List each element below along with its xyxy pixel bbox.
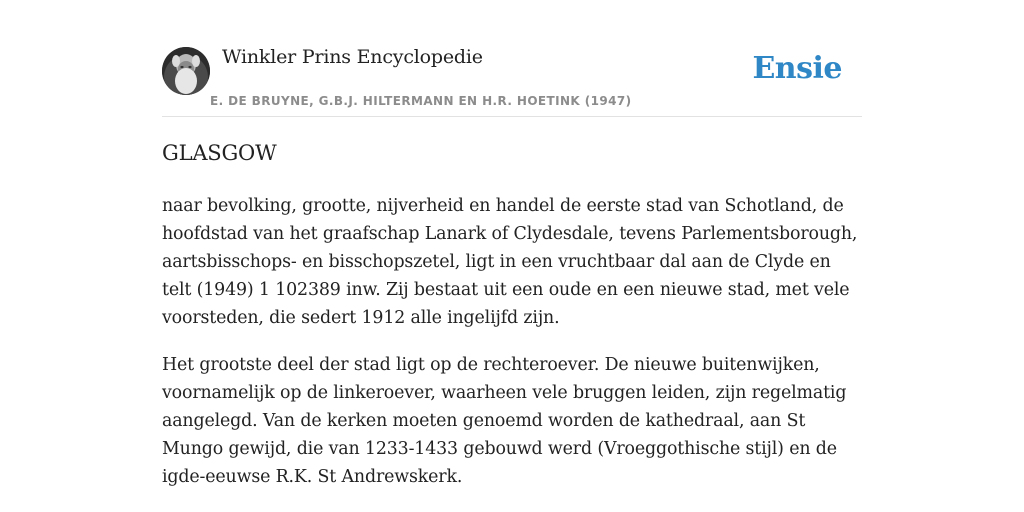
header (162, 0, 862, 117)
article-paragraph: Het grootste deel der stad ligt op de rechteroever. De nieuwe buitenwijken, voornamelijk op de linkeroever, waarheen vele bruggen leiden, zijn regelmatig aangelegd. Van de kerken moeten genoemd worden de kathedraal, aan St Mungo gewijd, die van 1233-1433 gebouwd werd (Vroeggothische stijl) en de igde-eeuwse R.K. St Andrewskerk. (162, 355, 847, 487)
article-body (162, 192, 862, 510)
page (162, 0, 862, 487)
bearded-man-portrait-icon[interactable] (162, 47, 210, 95)
article-paragraph: naar bevolking, grootte, nijverheid en handel de eerste stad van Schotland, de hoofdstad van het graafschap Lanark of Clydesdale, tevens Parlementsborough, aartsbisschops- en bisschopszetel, ligt in een vruchtbaar dal aan de Clyde en telt (1949) 1 102389 inw. Zij bestaat uit een oude en een nieuwe stad, met vele voorsteden, die sedert 1912 alle ingelijfd zijn. (162, 196, 858, 328)
article-title: GLASGOW (162, 141, 277, 165)
site-title[interactable]: Winkler Prins Encyclopedie (222, 46, 483, 68)
brand-logo[interactable]: Ensie (752, 51, 842, 86)
authors-line: E. DE BRUYNE, G.B.J. HILTERMANN EN H.R. HOETINK (1947) (210, 94, 632, 108)
